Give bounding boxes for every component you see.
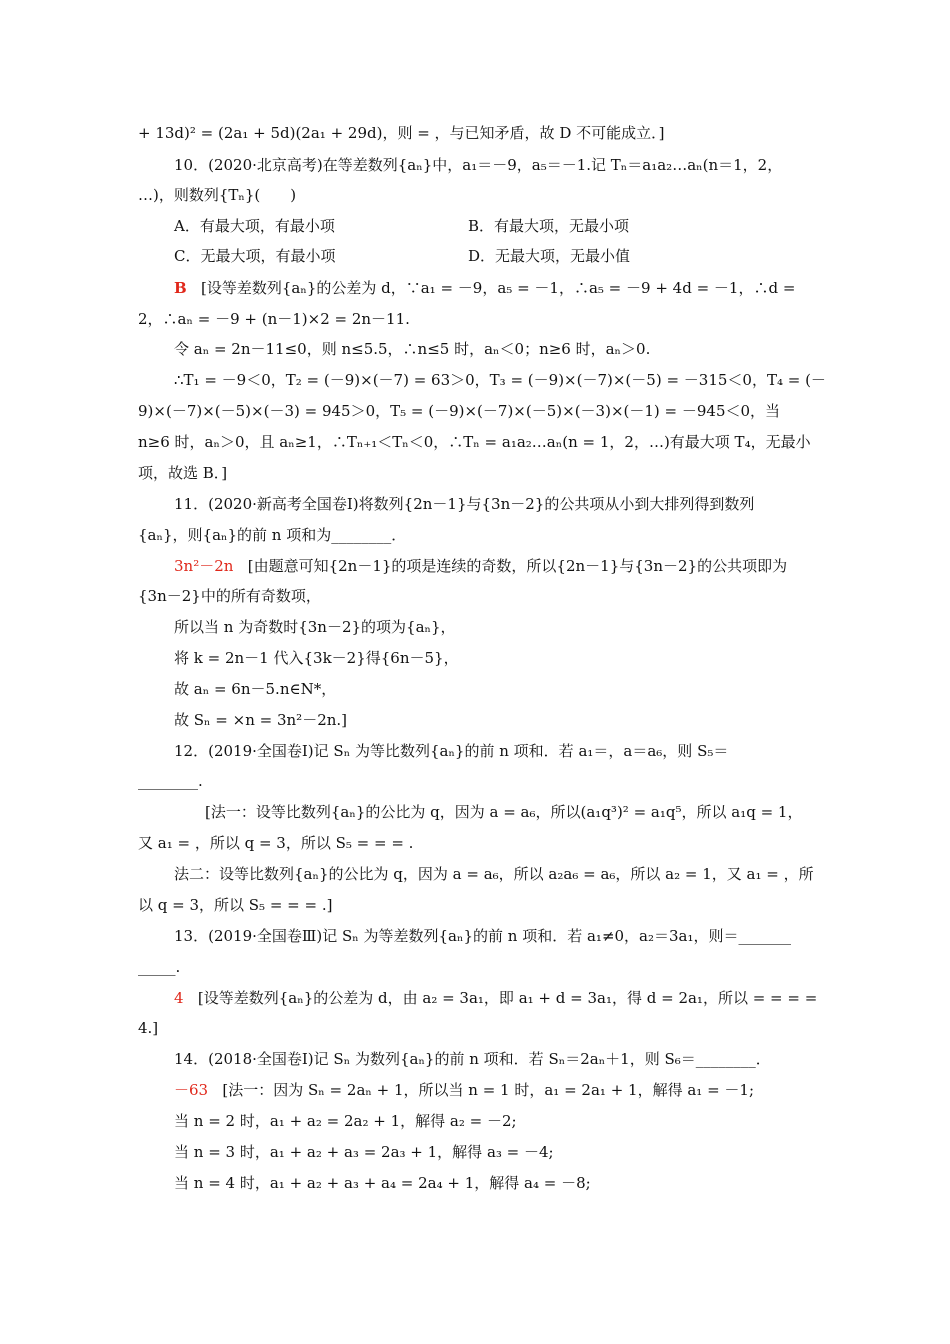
answer-13: 4 (174, 989, 184, 1007)
text-line: …)，则数列{Tₙ}( ) (138, 186, 297, 204)
text-line: 故 aₙ = 6n－5.n∈N*， (174, 680, 337, 698)
text-line: 令 aₙ = 2n－11≤0，则 n≤5.5，∴n≤5 时，aₙ＜0；n≥6 时，aₙ＞0. (174, 340, 651, 358)
text-line: 当 n = 4 时，a₁ + a₂ + a₃ + a₄ = 2a₄ + 1，解得 a₄ = －8; (174, 1174, 591, 1192)
answer-10: B (174, 279, 187, 297)
text-line: 项，故选 B．] (138, 464, 228, 482)
answer-14: －63 (174, 1081, 209, 1099)
text-line: 故 Sₙ = ×n = 3n²－2n.] (174, 711, 348, 729)
text-line: ∴T₁ = －9＜0，T₂ = (－9)×(－7) = 63＞0，T₃ = (－9)×(－7)×(－5) = －315＜0，T₄ = (－ (174, 371, 826, 389)
text-line: 所以当 n 为奇数时{3n－2}的项为{aₙ}， (174, 618, 456, 636)
answer-11: 3n²－2n (174, 557, 234, 575)
text-line: {aₙ}，则{aₙ}的前 n 项和为________． (138, 526, 407, 544)
question-12-line: 12．(2019·全国卷Ⅰ)记 Sₙ 为等比数列{aₙ}的前 n 项和．若 a₁＝，a＝a₆，则 S₅＝ (174, 742, 729, 760)
text-line: 2，∴aₙ = －9 + (n－1)×2 = 2n－11. (138, 310, 410, 328)
answer-line-13 (174, 988, 818, 1008)
option-b: B．有最大项，无最小项 (468, 217, 630, 235)
explanation-text: [法一：因为 Sₙ = 2aₙ + 1，所以当 n = 1 时，a₁ = 2a₁ + 1，解得 a₁ = －1; (222, 1081, 754, 1099)
text-line: 4.] (138, 1019, 159, 1037)
text-line: 9)×(－7)×(－5)×(－3) = 945＞0，T₅ = (－9)×(－7)×(－5)×(－3)×(－1) = －945＜0，当 (138, 402, 781, 420)
answer-line-10 (174, 278, 818, 298)
text-line: 将 k = 2n－1 代入{3k－2}得{6n－5}， (174, 649, 459, 667)
option-a: A．有最大项，有最小项 (174, 217, 335, 235)
question-14-line: 14．(2018·全国卷Ⅰ)记 Sₙ 为数列{aₙ}的前 n 项和．若 Sₙ＝2aₙ＋1，则 S₆＝________． (174, 1050, 771, 1068)
explanation-text: [由题意可知{2n－1}的项是连续的奇数，所以{2n－1}与{3n－2}的公共项即为 (247, 557, 788, 575)
text-line: 又 a₁ = ，所以 q = 3，所以 S₅ = = = . (138, 834, 414, 852)
text-line: {3n－2}中的所有奇数项， (138, 587, 321, 605)
text-line: + 13d)² = (2a₁ + 5d)(2a₁ + 29d)，则 = ，与已知矛盾，故 D 不可能成立．] (138, 124, 665, 142)
answer-line-11 (174, 556, 818, 576)
question-10-line: 10．(2020·北京高考)在等差数列{aₙ}中，a₁＝－9，a₅＝－1.记 Tₙ＝a₁a₂…aₙ(n＝1，2， (174, 156, 783, 174)
text-line: _____. (138, 958, 181, 976)
question-13-line: 13．(2019·全国卷Ⅲ)记 Sₙ 为等差数列{aₙ}的前 n 项和．若 a₁≠0，a₂＝3a₁，则＝_______ (174, 927, 792, 945)
answer-line-14 (174, 1080, 818, 1100)
question-11-line: 11．(2020·新高考全国卷Ⅰ)将数列{2n－1}与{3n－2}的公共项从小到大排列得到数列 (174, 495, 755, 513)
option-c: C．无最大项，有最小项 (174, 247, 336, 265)
explanation-text: [设等差数列{aₙ}的公差为 d，∵a₁ = －9，a₅ = －1，∴a₅ = －9 + 4d = －1，∴d = (201, 279, 796, 297)
text-line: 当 n = 2 时，a₁ + a₂ = 2a₂ + 1，解得 a₂ = －2; (174, 1112, 517, 1130)
option-d: D．无最大项，无最小值 (468, 247, 631, 265)
text-line: n≥6 时，aₙ＞0，且 aₙ≥1，∴Tₙ₊₁＜Tₙ＜0，∴Tₙ = a₁a₂…aₙ(n = 1，2，…)有最大项 T₄，无最小 (138, 433, 811, 451)
text-line: 法二：设等比数列{aₙ}的公比为 q，因为 a = a₆，所以 a₂a₆ = a₆，所以 a₂ = 1，又 a₁ = ，所 (174, 865, 814, 883)
text-line: ________. (138, 772, 203, 790)
text-line: 当 n = 3 时，a₁ + a₂ + a₃ = 2a₃ + 1，解得 a₃ = －4; (174, 1143, 554, 1161)
text-line: 以 q = 3，所以 S₅ = = = .] (138, 896, 333, 914)
text-line: [法一：设等比数列{aₙ}的公比为 q，因为 a = a₆，所以(a₁q³)² = a₁q⁵，所以 a₁q = 1， (205, 803, 803, 821)
explanation-text: [设等差数列{aₙ}的公差为 d，由 a₂ = 3a₁，即 a₁ + d = 3a₁，得 d = 2a₁，所以 = = = = (197, 989, 818, 1007)
